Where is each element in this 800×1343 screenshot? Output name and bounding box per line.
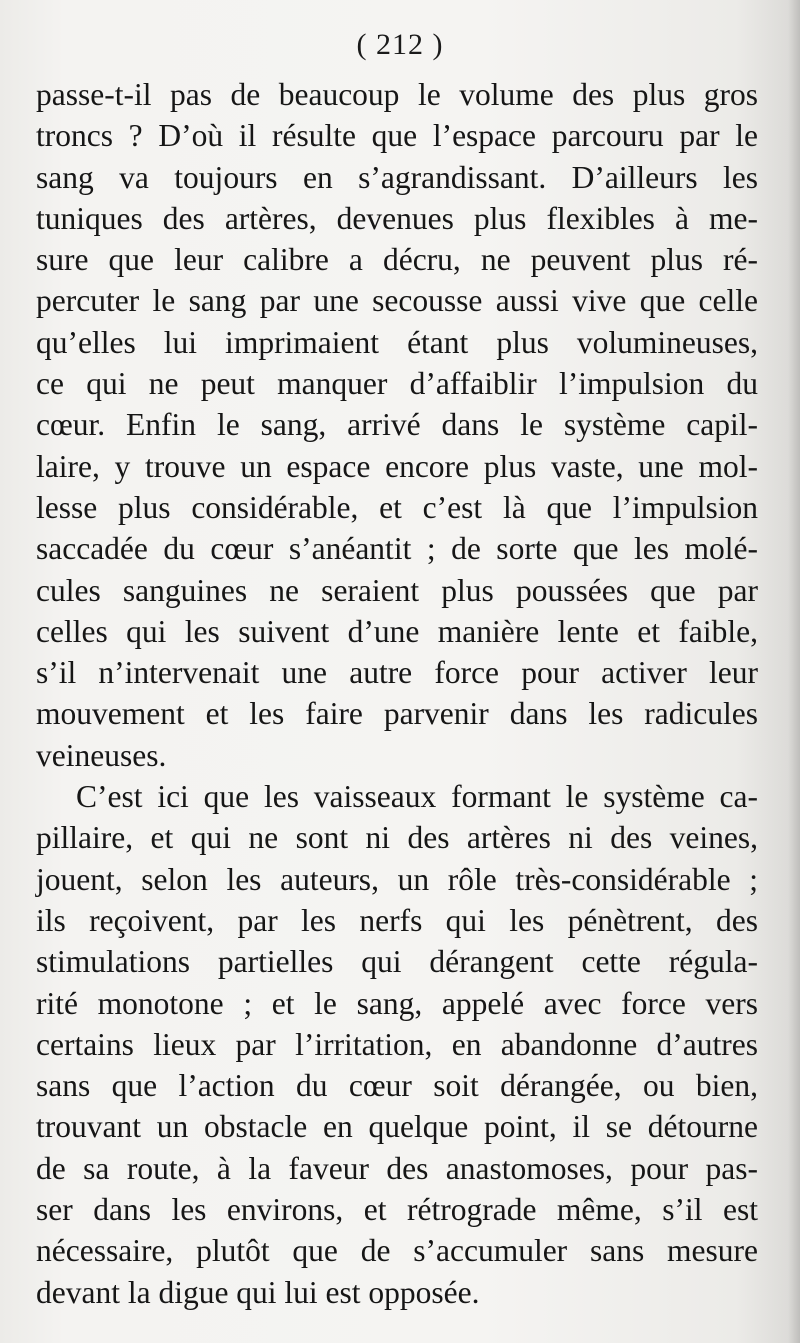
text-line: passe-t-il pas de beaucoup le volume des plus gros xyxy=(36,77,758,112)
text-line: certains lieux par l’irritation, en abandonne d’autres xyxy=(36,1026,758,1062)
page-number: ( 212 ) xyxy=(356,28,444,61)
text-line: troncs ? D’où il résulte que l’espace parcouru par le xyxy=(36,118,758,154)
text-line: C’est ici que les vaisseaux formant le système ca- xyxy=(76,779,758,815)
body-text xyxy=(36,74,758,1313)
text-line: ser dans les environs, et rétrograde même, s’il est xyxy=(36,1192,758,1228)
text-line: cules sanguines ne seraient plus poussées que par xyxy=(36,572,758,608)
text-line: sure que leur calibre a décru, ne peuvent plus ré- xyxy=(36,242,758,278)
text-line: ils reçoivent, par les nerfs qui les pénètrent, des xyxy=(36,902,758,938)
text-line: tuniques des artères, devenues plus flexibles à me- xyxy=(36,200,758,236)
text-line: devant la digue qui lui est opposée. xyxy=(36,1274,480,1310)
text-line: celles qui les suivent d’une manière lente et faible, xyxy=(36,613,758,649)
text-line: sang va toujours en s’agrandissant. D’ailleurs les xyxy=(36,159,758,195)
text-line: lesse plus considérable, et c’est là que l’impulsion xyxy=(36,489,758,525)
text-line: laire, y trouve un espace encore plus vaste, une mol- xyxy=(36,448,758,484)
text-line: jouent, selon les auteurs, un rôle très-considérable ; xyxy=(36,861,758,897)
text-line: pillaire, et qui ne sont ni des artères ni des veines, xyxy=(36,820,758,856)
text-line: sans que l’action du cœur soit dérangée, ou bien, xyxy=(36,1068,758,1104)
text-line: mouvement et les faire parvenir dans les radicules xyxy=(36,696,758,732)
text-line: percuter le sang par une secousse aussi vive que celle xyxy=(36,283,758,319)
page-edge-shadow xyxy=(788,0,800,1343)
text-line: veineuses. xyxy=(36,737,167,773)
paragraph xyxy=(36,776,758,1313)
paragraph xyxy=(36,74,758,776)
text-line: rité monotone ; et le sang, appelé avec force vers xyxy=(36,985,758,1021)
text-line: s’il n’intervenait une autre force pour activer leur xyxy=(36,655,758,691)
text-line: ce qui ne peut manquer d’affaiblir l’impulsion du xyxy=(36,366,758,402)
text-line: de sa route, à la faveur des anastomoses, pour pas- xyxy=(36,1150,758,1186)
text-line: qu’elles lui imprimaient étant plus volumineuses, xyxy=(36,324,758,360)
text-line: trouvant un obstacle en quelque point, il se détourne xyxy=(36,1109,758,1145)
text-line: cœur. Enfin le sang, arrivé dans le système capil- xyxy=(36,407,758,443)
text-line: saccadée du cœur s’anéantit ; de sorte que les molé- xyxy=(36,531,758,567)
text-line: nécessaire, plutôt que de s’accumuler sans mesure xyxy=(36,1233,758,1269)
text-line: stimulations partielles qui dérangent cette régula- xyxy=(36,944,758,980)
